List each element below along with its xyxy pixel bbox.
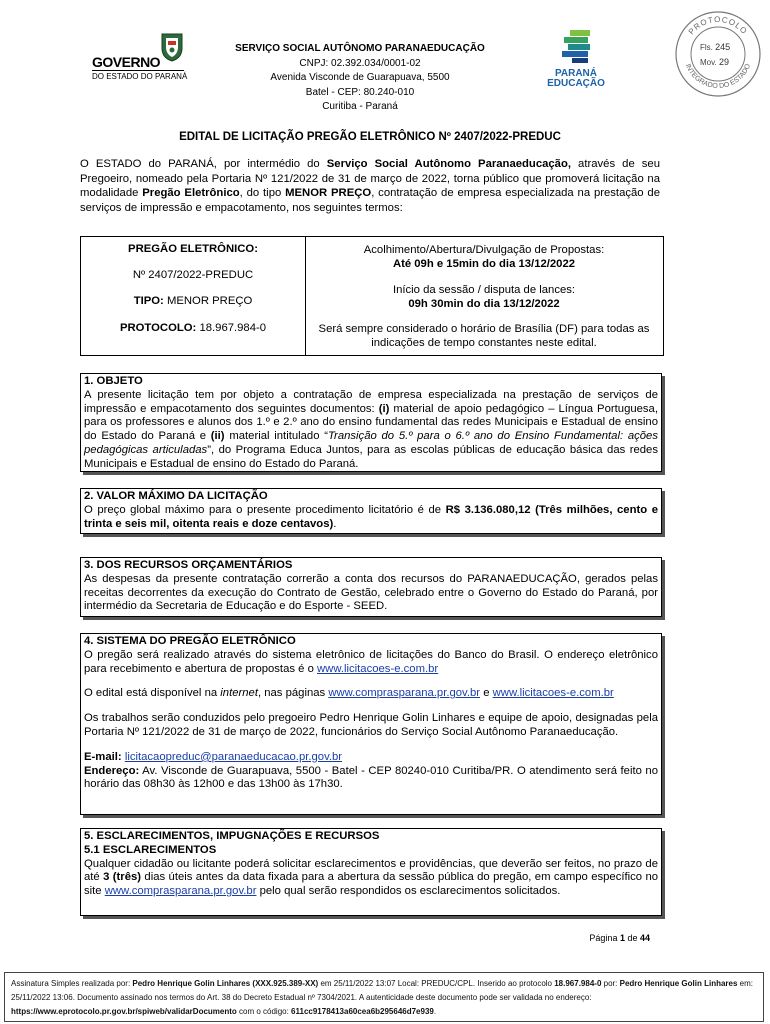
section-valor-maximo: [80, 488, 662, 534]
section-body: Qualquer cidadão ou licitante poderá solicitar esclarecimentos e providências, que deverão ser feitos, no prazo de até 3 (três) dias úteis antes da data fixada para a abertura da sessão pública do pregão, em campo específico no site www.comprasparana.pr.gov.br pelo qual serão respondidos os esclarecimentos solicitados.: [84, 857, 659, 898]
section-body: O preço global máximo para o presente procedimento licitatório é de R$ 3.136.080,12 (Três milhões, cento e trinta e seis mil, oitenta reais e doze centavos).: [84, 503, 658, 530]
org-header: [210, 42, 510, 115]
org-cnpj: CNPJ: 02.392.034/0001-02: [299, 57, 421, 69]
org-title: SERVIÇO SOCIAL AUTÔNOMO PARANAEDUCAÇÃO: [235, 43, 485, 54]
pe-logo-line2: EDUCAÇÃO: [547, 78, 605, 89]
section-body: O edital está disponível na internet, nas páginas www.comprasparana.pr.gov.br e www.licitacoes-e.com.br: [84, 687, 614, 700]
email-line: E-mail: licitacaopreduc@paranaeducacao.pr.gov.br: [84, 750, 343, 763]
sessao-time: 09h 30min do dia 13/12/2022: [408, 298, 560, 310]
pregao-number: Nº 2407/2022-PREDUC: [132, 269, 254, 281]
pregao-label: PREGÃO ELETRÔNICO:: [128, 243, 258, 255]
brasilia-time-note: Será sempre considerado o horário de Brasília (DF) para todas as indicações de tempo constantes neste edital.: [318, 323, 650, 349]
page-title: EDITAL DE LICITAÇÃO PREGÃO ELETRÔNICO Nº 2407/2022-PREDUC: [179, 131, 561, 143]
email-link[interactable]: licitacaopreduc@paranaeducacao.pr.gov.br: [124, 750, 343, 763]
parana-coat-of-arms-icon: [158, 32, 186, 62]
subsection-heading: 5.1 ESCLARECIMENTOS: [84, 843, 217, 856]
stamp-bottom-text: INTEGRADO DO ESTADO: [683, 62, 753, 91]
licitacoes-link-2[interactable]: www.licitacoes-e.com.br: [492, 687, 614, 700]
tipo-field: TIPO: MENOR PREÇO: [133, 295, 253, 307]
section-sistema-pregao: [80, 633, 662, 815]
acolhimento-label: Acolhimento/Abertura/Divulgação de Propostas:: [363, 244, 605, 256]
parana-educacao-logo: [540, 28, 612, 90]
parana-educacao-mark-icon: [556, 28, 596, 64]
stamp-fls-label: Fls.: [700, 43, 713, 52]
gov-logo-subtext: DO ESTADO DO PARANÁ: [92, 72, 188, 81]
org-city: Curitiba - Paraná: [322, 101, 398, 112]
stamp-fields: [700, 40, 730, 70]
validation-code: 611cc9178413a60cea6b295646d7e939: [291, 1007, 434, 1017]
section-objeto: [80, 373, 662, 472]
stamp-top-text: PROTOCOLO: [686, 14, 750, 37]
pe-logo-line1: PARANÁ: [554, 68, 598, 79]
section-heading: 1. OBJETO: [84, 375, 143, 387]
stamp-mov-label: Mov.: [700, 58, 717, 67]
validation-url: https://www.eprotocolo.pr.gov.br/spiweb/validarDocumento: [11, 1007, 237, 1017]
sessao-label: Início da sessão / disputa de lances:: [392, 284, 576, 296]
acolhimento-deadline: Até 09h e 15min do dia 13/12/2022: [392, 258, 576, 270]
comprasparana-link[interactable]: www.comprasparana.pr.gov.br: [328, 687, 481, 700]
stamp-mov-value: 29: [718, 57, 729, 67]
section-heading: 3. DOS RECURSOS ORÇAMENTÁRIOS: [84, 559, 293, 571]
section-body: O pregão será realizado através do sistema eletrônico de licitações do Banco do Brasil. O endereço eletrônico para recebimento e abertura de propostas é o www.licitacoes-e.com.br: [84, 648, 658, 675]
org-cep: Batel - CEP: 80.240-010: [305, 86, 415, 98]
licitacoes-link[interactable]: www.licitacoes-e.com.br: [317, 662, 439, 675]
gov-logo-text: GOVERNO: [92, 54, 161, 70]
stamp-fls-value: 245: [715, 42, 731, 52]
section-esclarecimentos: [80, 828, 662, 916]
section-recursos-orcamentarios: [80, 557, 662, 617]
section-heading: 5. ESCLARECIMENTOS, IMPUGNAÇÕES E RECURSOS: [84, 830, 380, 842]
page-number: Página 1 de 44: [589, 933, 650, 943]
section-body: Os trabalhos serão conduzidos pelo pregoeiro Pedro Henrique Golin Linhares e equipe de apoio, designadas pela Portaria Nº 121/2022 de 31 de março de 2022, funcionários do Serviço Social Autônomo Paranaeducação.: [84, 712, 658, 738]
section-heading: 2. VALOR MÁXIMO DA LICITAÇÃO: [84, 490, 268, 502]
section-body: As despesas da presente contratação correrão a conta dos recursos do PARANAEDUCAÇÃO, gerados pelas receitas decorrentes da execução do Contrato de Gestão, celebrado entre o Governo do Estado do Paraná, por intermédio da Secretaria de Educação e do Esporte - SEED.: [84, 572, 658, 613]
org-address: Avenida Visconde de Guarapuava, 5500: [270, 72, 450, 83]
signature-footer: Assinatura Simples realizada por: Pedro Henrique Golin Linhares (XXX.925.389-XX) em 25/11/2022 13:07 Local: PREDUC/CPL. Inserido ao protocolo 18.967.984-0 por: Pedro Henrique Golin Linhares em: 25/11/2022 13:06. Documento assinado nos termos do Art. 38 do Decreto Estadual nº 7304/2021. A autenticidade deste documento pode ser validada no endereço: https://www.eprotocolo.pr.gov.br/spiweb/validarDocumento com o código: 611cc9178413a60cea6b295646d7e939.: [4, 972, 764, 1022]
governo-parana-logo: [88, 32, 208, 82]
section-body: A presente licitação tem por objeto a contratação de empresa especializada na prestação de serviços de impressão e empacotamento dos seguintes documentos: (i) material de apoio pedagógico – Língua Portuguesa, para os professores e alunos dos 1.º e 2.º ano do ensino fundamental das redes Municipais e Estadual de ensino do Estado do Paraná e (ii) material intitulado “Transição do 5.º para o 6.º ano do Ensino Fundamental: ações pedagógicas articuladas”, do Programa Educa Juntos, para as escolas públicas de educação básica das redes Municipais e Estadual de ensino do Estado do Paraná.: [84, 388, 658, 470]
info-table: [80, 236, 664, 356]
address-line: Endereço: Av. Visconde de Guarapuava, 5500 - Batel - CEP 80240-010 Curitiba/PR. O atendimento será feito no horário das 08h30 às 12h00 e das 13h00 às 17h30.: [84, 764, 658, 791]
comprasparana-link-2[interactable]: www.comprasparana.pr.gov.br: [104, 885, 257, 898]
section-heading: 4. SISTEMA DO PREGÃO ELETRÔNICO: [84, 635, 296, 647]
intro-paragraph: O ESTADO do PARANÁ, por intermédio do Serviço Social Autônomo Paranaeducação, através de seu Pregoeiro, nomeado pela Portaria Nº 121/2022 de 31 de março de 2022, torna público que promoverá licitação na modalidade Pregão Eletrônico, do tipo MENOR PREÇO, contratação de empresa especializada na prestação de serviços de impressão e empacotamento, nos seguintes termos:: [80, 158, 660, 214]
protocolo-field: PROTOCOLO: 18.967.984-0: [119, 322, 267, 334]
